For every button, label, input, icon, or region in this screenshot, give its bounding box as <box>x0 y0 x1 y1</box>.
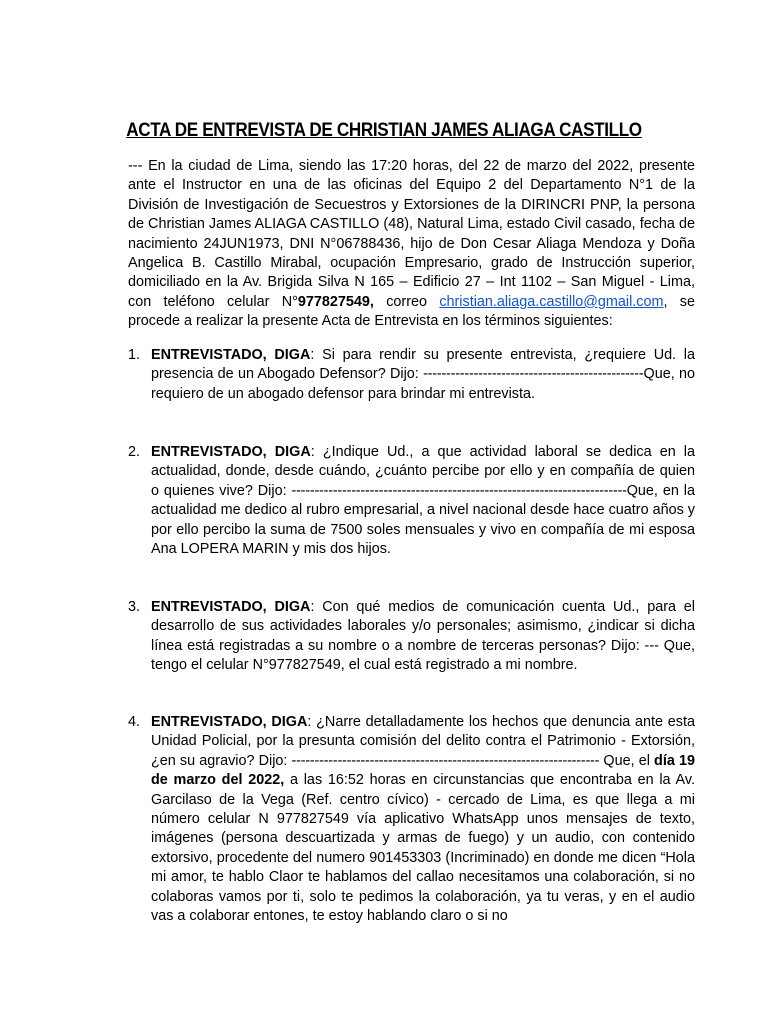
list-item-4 <box>128 713 695 926</box>
item-label: ENTREVISTADO, DIGA <box>151 347 311 363</box>
list-item-1 <box>128 346 695 404</box>
item-question: : ¿Narre detalladamente los hechos que denuncia ante esta Unidad Policial, por la presunta comisión del delito contra el Patrimonio - Extorsión, ¿en su agravio? Dijo: <box>151 714 695 769</box>
phone-number: 977827549, <box>297 293 374 310</box>
item-dashes: ------------------------------------------------------------------------- <box>291 482 627 499</box>
item-answer-date: día 19 de marzo del 2022, <box>151 752 695 789</box>
intro-text-end: , se procede a realizar la presente Acta de Entrevista en los términos siguientes: <box>128 293 695 330</box>
item-label: ENTREVISTADO, DIGA <box>151 599 311 615</box>
item-number: 1. <box>128 347 141 363</box>
item-number: 2. <box>128 444 141 460</box>
item-answer: Que, en la actualidad me dedico al rubro empresarial, a nivel nacional desde hace cuatro años y por ello percibo la suma de 7500 soles mensuales y vivo en compañía de mi esposa Ana LOPERA MARIN y mis dos hijos. <box>151 482 695 558</box>
document-title: ACTA DE ENTREVISTA DE CHRISTIAN JAMES ALIAGA CASTILLO <box>126 120 642 141</box>
item-question: : ¿Indique Ud., a que actividad laboral se dedica en la actualidad, donde, desde cuándo, ¿cuánto percibe por ello y en compañía de quien o quienes vive? Dijo: <box>151 444 695 499</box>
email-link[interactable]: christian.aliaga.castillo@gmail.com <box>439 293 664 310</box>
item-dashes: ------------------------------------------------------------------- <box>291 752 600 769</box>
item-answer-pre: Que, el <box>599 752 655 769</box>
item-number: 3. <box>128 599 141 615</box>
intro-paragraph <box>128 157 695 332</box>
item-question: : Con qué medios de comunicación cuenta Ud., para el desarrollo de sus actividades laborales y/o personales; asimismo, ¿indicar si dicha línea está registradas a su nombre o a nombre de terceras personas? Dijo: --- Que, tengo el celular N°977827549, el cual está registrado a mi nombre. <box>151 599 695 674</box>
list-item-2 <box>128 443 695 559</box>
item-number: 4. <box>128 714 141 730</box>
item-answer: Que, no requiero de un abogado defensor para brindar mi entrevista. <box>151 366 695 402</box>
item-label: ENTREVISTADO, DIGA <box>151 444 311 460</box>
intro-text-email-prefix: correo <box>373 293 440 310</box>
intro-text: --- En la ciudad de Lima, siendo las 17:20 horas, del 22 de marzo del 2022, presente ante el Instructor en una de las oficinas del Equipo 2 del Departamento N°1 de la División de Investigación de Secuestros y Extorsiones de la DIRINCRI PNP, la persona de Christian James ALIAGA CASTILLO (48), Natural Lima, estado Civil casado, fecha de nacimiento 24JUN1973, DNI N°06788436, hijo de Don Cesar Aliaga Mendoza y Doña Angelica B. Castillo Mirabal, ocupación Empresario, grado de Instrucción superior, domiciliado en la Av. Brigida Silva N 165 – Edificio 27 – Int 1102 – San Miguel - Lima, con teléfono celular N° <box>128 158 695 310</box>
item-question: : Si para rendir su presente entrevista, ¿requiere Ud. la presencia de un Abogado Defensor? Dijo: <box>151 347 696 383</box>
item-answer: a las 16:52 horas en circunstancias que encontraba en la Av. Garcilaso de la Vega (Ref. centro cívico) - cercado de Lima, es que llega a mi número celular N 977827549 vía aplicativo WhatsApp unos mensajes de texto, imágenes (persona descuartizada y armas de fuego) y un audio, con contenido extorsivo, procedente del numero 901453303 (Incriminado) en donde me dicen “Hola mi amor, te hablo Claor te hablamos del callao necesitamos una colaboración, si no colaboras vamos por ti, solo te pedimos la colaboración, ya tu veras, y en el audio vas a colaborar entones, te estoy hablando claro o si no <box>151 772 695 925</box>
list-item-3 <box>128 598 695 676</box>
item-label: ENTREVISTADO, DIGA <box>151 714 308 730</box>
item-dashes: ------------------------------------------------ <box>423 366 644 383</box>
